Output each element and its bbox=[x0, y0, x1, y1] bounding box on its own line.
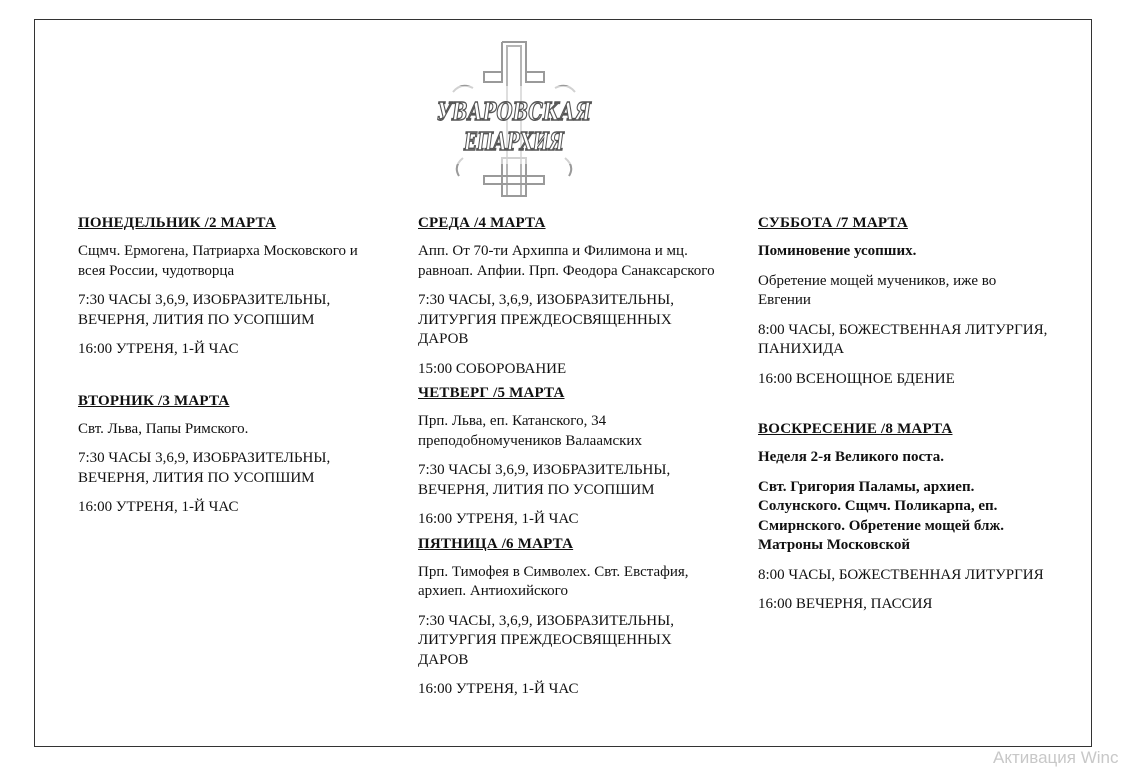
day-note: Поминовение усопших. bbox=[758, 243, 917, 259]
service-line: 16:00 ВСЕНОЩНОЕ БДЕНИЕ bbox=[758, 370, 955, 387]
logo-text-line2: ЕПАРХИЯ bbox=[463, 127, 565, 156]
day-title: ПЯТНИЦА /6 МАРТА bbox=[418, 535, 574, 552]
service-line: 7:30 ЧАСЫ, 3,6,9, ИЗОБРАЗИТЕЛЬНЫ, ЛИТУРГИЯ ПРЕЖДЕОСВЯЩЕННЫХ ДАРОВ bbox=[418, 292, 674, 347]
activation-watermark: Активация Winc bbox=[993, 748, 1119, 767]
column-2 bbox=[418, 215, 718, 710]
column-3 bbox=[758, 215, 1048, 625]
service-line: 15:00 СОБОРОВАНИЕ bbox=[418, 360, 567, 377]
service-line: 8:00 ЧАСЫ, БОЖЕСТВЕННАЯ ЛИТУРГИЯ bbox=[758, 566, 1044, 583]
day-saints: Обретение мощей мучеников, иже во Евгении bbox=[758, 272, 997, 308]
service-line: 7:30 ЧАСЫ, 3,6,9, ИЗОБРАЗИТЕЛЬНЫ, ЛИТУРГИЯ ПРЕЖДЕОСВЯЩЕННЫХ ДАРОВ bbox=[418, 612, 674, 668]
day-title: СУББОТА /7 МАРТА bbox=[758, 215, 908, 231]
day-title: ЧЕТВЕРГ /5 МАРТА bbox=[418, 385, 565, 401]
day-saints: Прп. Тимофея в Символех. Свт. Евстафия, архиеп. Антиохийского bbox=[418, 563, 689, 599]
schedule-page bbox=[34, 19, 1092, 747]
service-line: 16:00 УТРЕНЯ, 1-Й ЧАС bbox=[418, 511, 579, 527]
service-line: 8:00 ЧАСЫ, БОЖЕСТВЕННАЯ ЛИТУРГИЯ, ПАНИХИДА bbox=[758, 321, 1048, 357]
day-title: ПОНЕДЕЛЬНИК /2 МАРТА bbox=[78, 215, 277, 231]
service-line: 7:30 ЧАСЫ 3,6,9, ИЗОБРАЗИТЕЛЬНЫ, ВЕЧЕРНЯ, ЛИТИЯ ПО УСОПШИМ bbox=[78, 450, 331, 486]
logo-text-line1: УВАРОВСКАЯ bbox=[437, 97, 592, 126]
service-line: 7:30 ЧАСЫ 3,6,9, ИЗОБРАЗИТЕЛЬНЫ, ВЕЧЕРНЯ, ЛИТИЯ ПО УСОПШИМ bbox=[78, 292, 331, 328]
service-line: 7:30 ЧАСЫ 3,6,9, ИЗОБРАЗИТЕЛЬНЫ, ВЕЧЕРНЯ, ЛИТИЯ ПО УСОПШИМ bbox=[418, 462, 671, 498]
day-saints: Сщмч. Ермогена, Патриарха Московского и всея России, чудотворца bbox=[78, 243, 358, 279]
service-line: 16:00 УТРЕНЯ, 1-Й ЧАС bbox=[418, 681, 579, 697]
day-saints: Апп. От 70-ти Архиппа и Филимона и мц. равноап. Апфии. Прп. Феодора Санаксарского bbox=[418, 243, 715, 279]
day-title: СРЕДА /4 МАРТА bbox=[418, 215, 546, 231]
column-1 bbox=[78, 215, 378, 528]
service-line: 16:00 УТРЕНЯ, 1-Й ЧАС bbox=[78, 499, 239, 515]
service-line: 16:00 ВЕЧЕРНЯ, ПАССИЯ bbox=[758, 596, 933, 612]
day-title: ВОСКРЕСЕНИЕ /8 МАРТА bbox=[758, 421, 953, 437]
day-title: ВТОРНИК /3 МАРТА bbox=[78, 392, 230, 409]
eparchy-logo bbox=[433, 38, 595, 200]
day-note: Неделя 2-я Великого поста. bbox=[758, 449, 944, 465]
day-saints: Свт. Григория Паламы, архиеп. Солунского. Сщмч. Поликарпа, еп. Смирнского. Обретение мощей блж. Матроны Московской bbox=[758, 478, 1005, 553]
day-saints: Свт. Льва, Папы Римского. bbox=[78, 420, 249, 437]
service-line: 16:00 УТРЕНЯ, 1-Й ЧАС bbox=[78, 341, 239, 357]
day-saints: Прп. Льва, еп. Катанского, 34 преподобномучеников Валаамских bbox=[418, 413, 642, 449]
